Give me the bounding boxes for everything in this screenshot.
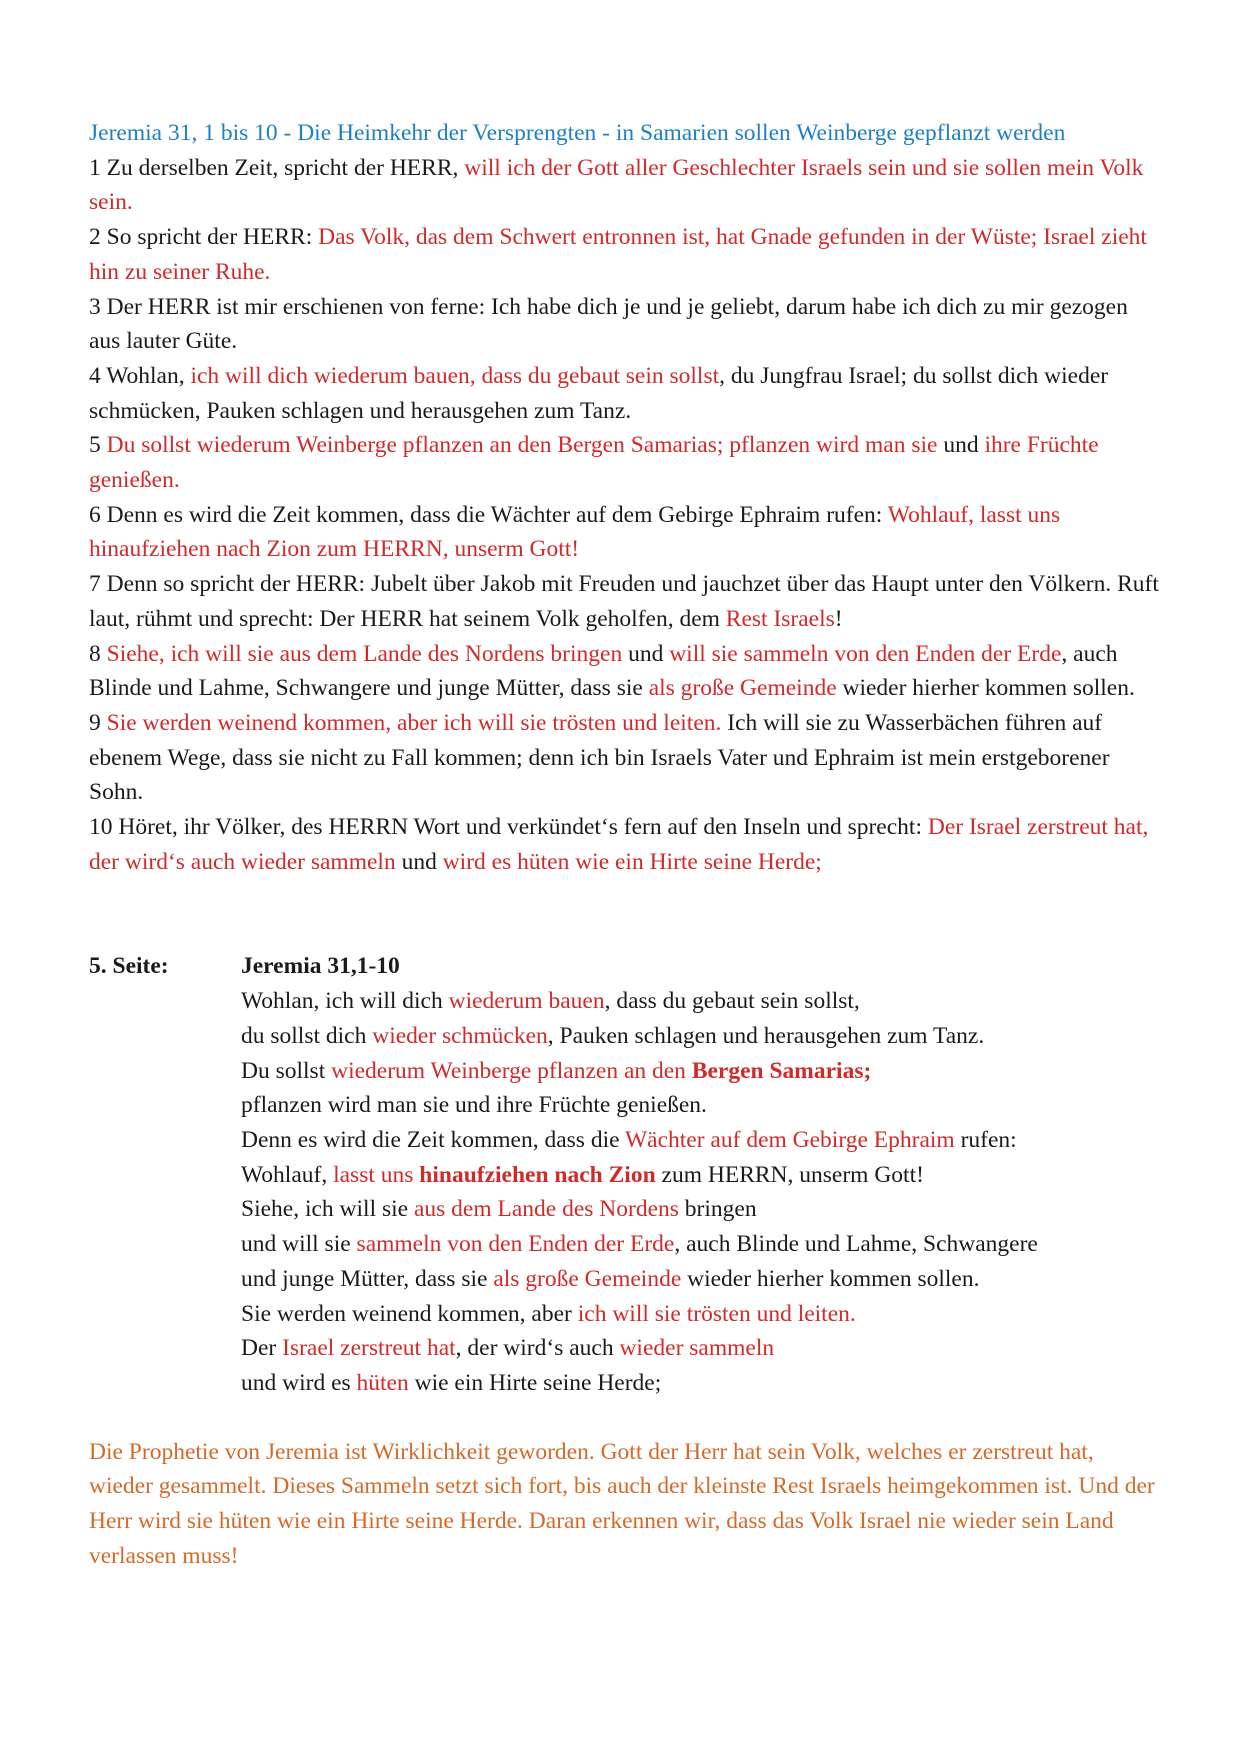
plain-text: 10 Höret, ihr Völker, des HERRN Wort und verkündet‘s fern auf den Inseln und sprecht:	[89, 814, 928, 841]
document-page	[89, 116, 1159, 1573]
plain-text: 6 Denn es wird die Zeit kommen, dass die Wächter auf dem Gebirge Ephraim rufen:	[89, 501, 888, 528]
plain-text: 3 Der HERR ist mir erschienen von ferne: Ich habe dich je und je geliebt, darum habe ich dich zu mir gezogen aus lauter Güte.	[89, 293, 1128, 355]
verse-5	[89, 428, 1159, 497]
highlighted-text: Du sollst wiederum Weinberge pflanzen an den Bergen Samarias; pflanzen wird man sie	[106, 432, 938, 459]
plain-text: Siehe, ich will sie	[241, 1196, 414, 1223]
section-line	[241, 1123, 1159, 1158]
highlighted-text: Sie werden weinend kommen, aber ich will sie trösten und leiten.	[106, 709, 722, 736]
highlighted-text: will ich der Gott aller Geschlechter Israels sein und sie sollen mein Volk sein.	[89, 154, 1144, 216]
section-line	[241, 1297, 1159, 1332]
plain-text: und	[622, 640, 670, 667]
plain-text: Sie werden weinend kommen, aber	[241, 1300, 578, 1327]
plain-text: Ich will sie zu Wasserbächen führen auf ebenem Wege, dass sie nicht zu Fall kommen; denn ich bin Israels Vater und Ephraim ist mein erstgeborener Sohn.	[89, 709, 1110, 806]
plain-text: , auch Blinde und Lahme, Schwangere	[674, 1231, 1038, 1258]
highlighted-text: sammeln von den Enden der Erde	[356, 1231, 675, 1258]
section-line	[241, 1054, 1159, 1089]
plain-text: 9	[89, 709, 107, 736]
plain-text: und junge Mütter, dass sie	[241, 1265, 494, 1292]
plain-text: und	[395, 848, 443, 875]
highlighted-text: wird es hüten wie ein Hirte seine Herde;	[442, 848, 822, 875]
highlighted-text: aus dem Lande des Nordens	[413, 1196, 679, 1223]
plain-text: Denn es wird die Zeit kommen, dass die	[241, 1126, 625, 1153]
plain-text: wieder hierher kommen sollen.	[836, 675, 1135, 702]
verse-list	[89, 151, 1159, 880]
plain-text: 2 So spricht der HERR:	[89, 224, 319, 251]
highlighted-text: Bergen Samarias;	[691, 1057, 872, 1084]
plain-text: , auch Blinde und Lahme, Schwangere und junge Mütter, dass sie	[89, 640, 1118, 702]
verse-7	[89, 567, 1159, 636]
highlighted-text: ich will dich wiederum bauen, dass du gebaut sein sollst	[190, 362, 720, 389]
highlighted-text: Rest Israels	[725, 605, 835, 632]
highlighted-text: als große Gemeinde	[493, 1265, 682, 1292]
section-line	[241, 1158, 1159, 1193]
highlighted-text: hüten	[356, 1369, 409, 1396]
section-label: 5. Seite:	[89, 953, 169, 980]
plain-text: zum HERRN, unserm Gott!	[655, 1161, 924, 1188]
plain-text: und will sie	[241, 1231, 357, 1258]
highlighted-text: wieder schmücken	[372, 1022, 548, 1049]
highlighted-text: Das Volk, das dem Schwert entronnen ist, hat Gnade gefunden in der Wüste; Israel zieht hin zu seiner Ruhe.	[89, 224, 1147, 285]
plain-text: 8	[89, 640, 107, 667]
section-line	[241, 1331, 1159, 1366]
plain-text: , dass du gebaut sein sollst,	[604, 988, 860, 1015]
section-line	[241, 1192, 1159, 1227]
plain-text: , du Jungfrau Israel; du sollst dich wieder schmücken, Pauken schlagen und herausgehen zum Tanz.	[89, 362, 1109, 424]
highlighted-text: Siehe, ich will sie aus dem Lande des Nordens bringen	[106, 640, 623, 667]
plain-text: , der wird‘s auch	[455, 1335, 620, 1362]
highlighted-text: wiederum Weinberge pflanzen an den	[331, 1057, 692, 1084]
highlighted-text: Der Israel zerstreut hat, der wird‘s auch wieder sammeln	[89, 814, 1149, 875]
highlighted-text: ich will sie trösten und leiten.	[577, 1300, 856, 1327]
plain-text: , Pauken schlagen und herausgehen zum Tanz.	[547, 1022, 985, 1049]
highlighted-text: als große Gemeinde	[648, 675, 837, 702]
spacer	[89, 879, 1159, 949]
highlighted-text: Wohlauf, lasst uns hinaufziehen nach Zion zum HERRN, unserm Gott!	[89, 501, 1061, 563]
plain-text: bringen	[678, 1196, 757, 1223]
section-body	[241, 949, 1159, 1400]
highlighted-text: lasst uns	[333, 1161, 420, 1188]
plain-text: Du sollst	[241, 1057, 332, 1084]
verse-10	[89, 810, 1159, 879]
verse-4	[89, 359, 1159, 428]
section-line	[241, 1366, 1159, 1401]
section-line	[241, 1088, 1159, 1123]
verse-1	[89, 151, 1159, 220]
highlighted-text: wiederum bauen	[448, 988, 605, 1015]
verse-3	[89, 290, 1159, 359]
plain-text: !	[834, 605, 843, 632]
page-section	[89, 949, 1159, 1400]
plain-text: wie ein Hirte seine Herde;	[408, 1369, 662, 1396]
section-title: Jeremia 31,1-10	[241, 953, 400, 980]
verse-9	[89, 706, 1159, 810]
plain-text: Wohlauf,	[241, 1161, 334, 1188]
commentary-paragraph: Die Prophetie von Jeremia ist Wirklichkeit geworden. Gott der Herr hat sein Volk, welches er zerstreut hat, wieder gesammelt. Dieses Sammeln setzt sich fort, bis auch der kleinste Rest Israels heimgekommen ist. Und der Herr wird sie hüten wie ein Hirte seine Herde. Daran erkennen wir, dass das Volk Israel nie wieder sein Land verlassen muss!	[89, 1438, 1155, 1569]
plain-text: und	[937, 432, 985, 459]
plain-text: wieder hierher kommen sollen.	[681, 1265, 980, 1292]
highlighted-text: wieder sammeln	[619, 1335, 775, 1362]
highlighted-text: ihre Früchte genießen.	[89, 432, 1099, 494]
plain-text: du sollst dich	[241, 1022, 373, 1049]
section-lines	[241, 984, 1159, 1400]
highlighted-text: Wächter auf dem Gebirge Ephraim	[624, 1126, 955, 1153]
section-line	[241, 1019, 1159, 1054]
verse-8	[89, 637, 1159, 706]
verse-2	[89, 220, 1159, 289]
plain-text: rufen:	[954, 1126, 1017, 1153]
page-heading: Jeremia 31, 1 bis 10 - Die Heimkehr der Versprengten - in Samarien sollen Weinberge gepflanzt werden	[89, 120, 1066, 146]
plain-text: Der	[241, 1335, 283, 1362]
plain-text: pflanzen wird man sie und ihre Früchte genießen.	[241, 1092, 707, 1119]
verse-6	[89, 498, 1159, 567]
plain-text: 1 Zu derselben Zeit, spricht der HERR,	[89, 154, 465, 181]
highlighted-text: will sie sammeln von den Enden der Erde	[669, 640, 1062, 667]
section-line	[241, 1262, 1159, 1297]
plain-text: 7 Denn so spricht der HERR: Jubelt über Jakob mit Freuden und jauchzet über das Haupt unter den Völkern. Ruft laut, rühmt und sprecht: Der HERR hat seinem Volk geholfen, dem	[89, 571, 1159, 632]
section-line	[241, 1227, 1159, 1262]
highlighted-text: Israel zerstreut hat	[282, 1335, 456, 1362]
plain-text: Wohlan, ich will dich	[241, 988, 449, 1015]
plain-text: 5	[89, 432, 107, 459]
section-line	[241, 984, 1159, 1019]
plain-text: 4 Wohlan,	[89, 362, 191, 389]
plain-text: und wird es	[241, 1369, 357, 1396]
highlighted-text: hinaufziehen nach Zion	[419, 1161, 656, 1188]
